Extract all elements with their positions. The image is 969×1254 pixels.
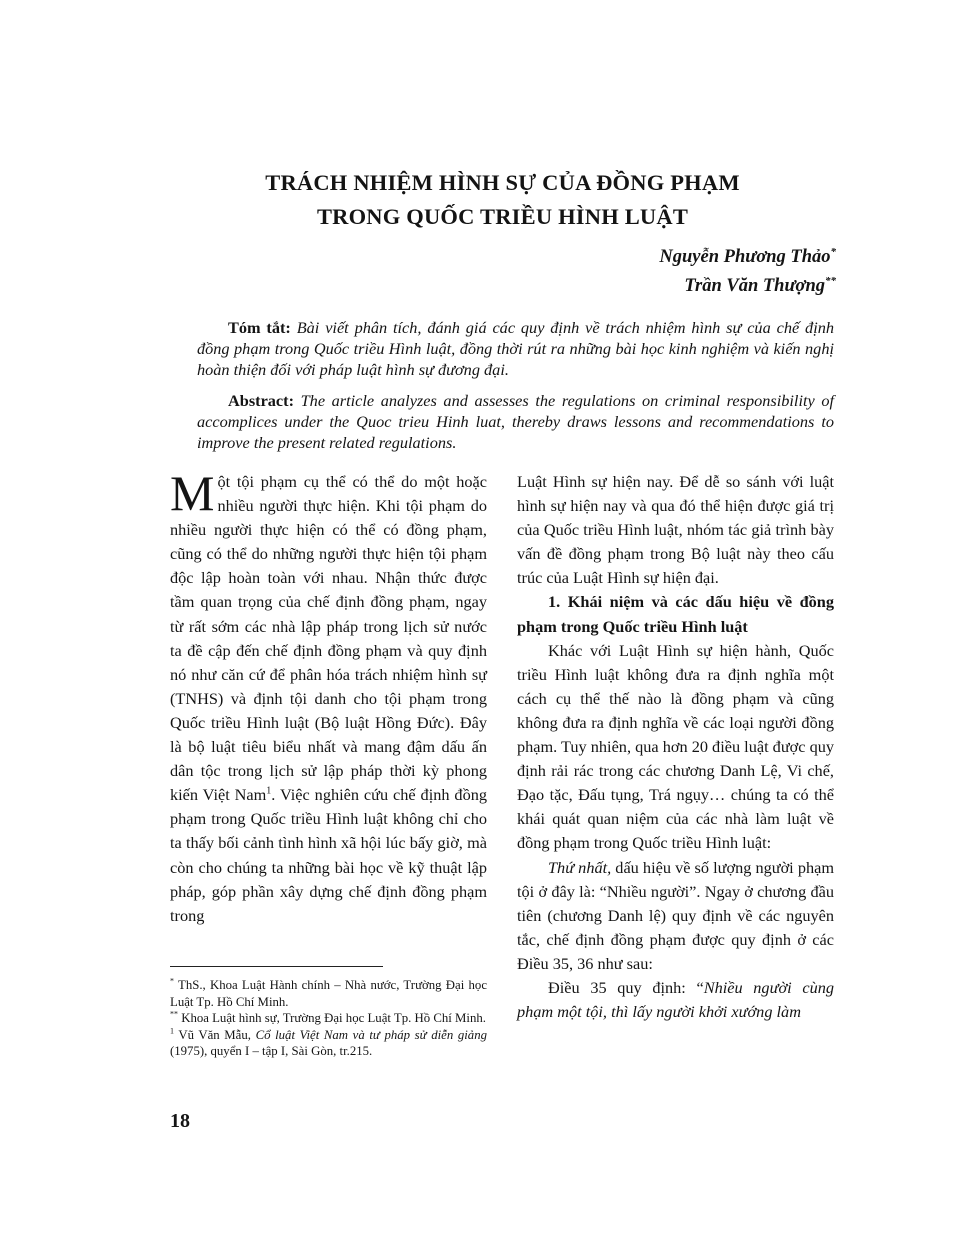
intro-paragraph bbox=[170, 465, 487, 928]
footnote-mark: ** bbox=[170, 1009, 178, 1019]
paragraph-text: dấu hiệu về số lượng người phạm tội ở đây là: “Nhiều người”. Ngay ở chương đầu tiên (chương Danh lệ) quy định về các nguyên tắc, chế định đồng phạm được quy định ở các Điều 35, 36 như sau: bbox=[517, 857, 834, 973]
paragraph-text: Điều 35 quy định: “ bbox=[548, 977, 704, 997]
summary-label: Tóm tắt: bbox=[228, 318, 291, 337]
abstract-english bbox=[197, 390, 834, 453]
summary-text: Bài viết phân tích, đánh giá các quy định về trách nhiệm hình sự của chế định đồng phạm trong Quốc triều Hình luật, đồng thời rút ra những bài học kinh nghiệm và kiến nghị hoàn thiện đối với pháp luật hình sự đương đại. bbox=[197, 318, 834, 379]
footnote-2 bbox=[170, 1010, 487, 1027]
paragraph bbox=[517, 856, 834, 976]
paragraph: Khác với Luật Hình sự hiện hành, Quốc triều Hình luật không đưa ra định nghĩa một cách cụ thể thế nào là đồng phạm và cũng không đưa ra định nghĩa về các loại người đồng phạm. Tuy nhiên, qua hơn 20 điều luật được quy định rải rác trong các chương Danh Lệ, Vi chế, Đạo tặc, Đấu tụng, Trá ngụy… chúng ta có thể khái quát quan niệm của các nhà làm luật về đồng phạm trong Quốc triều Hình luật: bbox=[517, 640, 834, 853]
section-heading: 1. Khái niệm và các dấu hiệu về đồng phạm trong Quốc triều Hình luật bbox=[517, 592, 834, 636]
paragraph: Luật Hình sự hiện nay. Để dễ so sánh với luật hình sự hiện nay và qua đó thể hiện được giá trị của Quốc triều Hình luật, nhóm tác giả trình bày vấn đề đồng phạm trong Bộ luật này theo cấu trúc của Luật Hình sự hiện đại. bbox=[517, 472, 834, 588]
title-line-1: TRÁCH NHIỆM HÌNH SỰ CỦA ĐỒNG PHẠM bbox=[265, 170, 740, 195]
footnote-mark: * bbox=[170, 976, 174, 986]
paragraph bbox=[517, 976, 834, 1024]
author-name: Trần Văn Thượng bbox=[684, 276, 825, 296]
footnote-text: ThS., Khoa Luật Hành chính – Nhà nước, Trường Đại học Luật Tp. Hồ Chí Minh. bbox=[170, 978, 487, 1009]
summary-vietnamese bbox=[197, 317, 834, 380]
article-title bbox=[0, 166, 969, 234]
footnote-3 bbox=[170, 1027, 487, 1060]
footnote-divider bbox=[170, 966, 383, 967]
footnote-text: (1975), quyển I – tập I, Sài Gòn, tr.215. bbox=[170, 1044, 373, 1058]
quote-text: Nhiều người cùng phạm một tội, thì lấy người khởi xướng làm bbox=[517, 977, 834, 1022]
page-number: 18 bbox=[170, 1110, 190, 1132]
footnote-book-title: Cổ luật Việt Nam và tư pháp sử diễn giảng bbox=[255, 1027, 487, 1042]
right-column bbox=[517, 470, 834, 1024]
footnote-mark: 1 bbox=[170, 1026, 174, 1036]
footnotes bbox=[170, 977, 487, 1060]
paragraph-text: . Việc nghiên cứu chế định đồng phạm trong Quốc triều Hình luật không chỉ cho ta thấy bối cảnh tình hình xã hội lúc bấy giờ, mà còn cho chúng ta những bài học về kỹ thuật lập pháp, góp phần xây dựng chế định đồng phạm trong bbox=[170, 785, 487, 925]
abstract-text: The article analyzes and assesses the regulations on criminal responsibility of accomplices under the Quoc trieu Hinh luat, thereby draws lessons and recommendations to improve the present related regulations. bbox=[197, 391, 834, 452]
abstract-label: Abstract: bbox=[228, 391, 295, 410]
paragraph-text: ột tội phạm cụ thể có thể do một hoặc nhiều người thực hiện. Khi tội phạm do nhiều người thực hiện có thể có đồng phạm, cũng có thể do những người thực hiện tội phạm độc lập hoàn toàn với nhau. Nhận thức được tầm quan trọng của chế định đồng phạm, ngay từ rất sớm các nhà lập pháp trong lịch sử nước ta đề cập đến chế định đồng phạm và quy định nó như căn cứ để phân hóa trách nhiệm hình sự (TNHS) và định tội danh cho tội phạm trong Quốc triều Hình luật (Bộ luật Hồng Đức). Đây là bộ luật tiêu biểu nhất và mang đậm dấu ấn dân tộc trong lịch sử lập pháp thời kỳ phong kiến Việt Nam bbox=[170, 472, 487, 805]
footnote-1 bbox=[170, 977, 487, 1010]
left-column bbox=[170, 465, 487, 928]
drop-cap: M bbox=[170, 465, 215, 521]
emphasis: Thứ nhất, bbox=[548, 857, 612, 877]
author-1 bbox=[659, 243, 836, 272]
author-name: Nguyễn Phương Thảo bbox=[659, 247, 831, 267]
author-mark: * bbox=[830, 245, 836, 258]
footnote-ref: 1 bbox=[266, 785, 272, 797]
title-line-2: TRONG QUỐC TRIỀU HÌNH LUẬT bbox=[316, 204, 689, 229]
footnote-text: Khoa Luật hình sự, Trường Đại học Luật Tp. Hồ Chí Minh. bbox=[178, 1011, 486, 1025]
footnote-text: Vũ Văn Mẫu, bbox=[174, 1027, 256, 1042]
author-list bbox=[659, 243, 836, 301]
author-mark: ** bbox=[825, 274, 836, 287]
author-2 bbox=[659, 272, 836, 301]
